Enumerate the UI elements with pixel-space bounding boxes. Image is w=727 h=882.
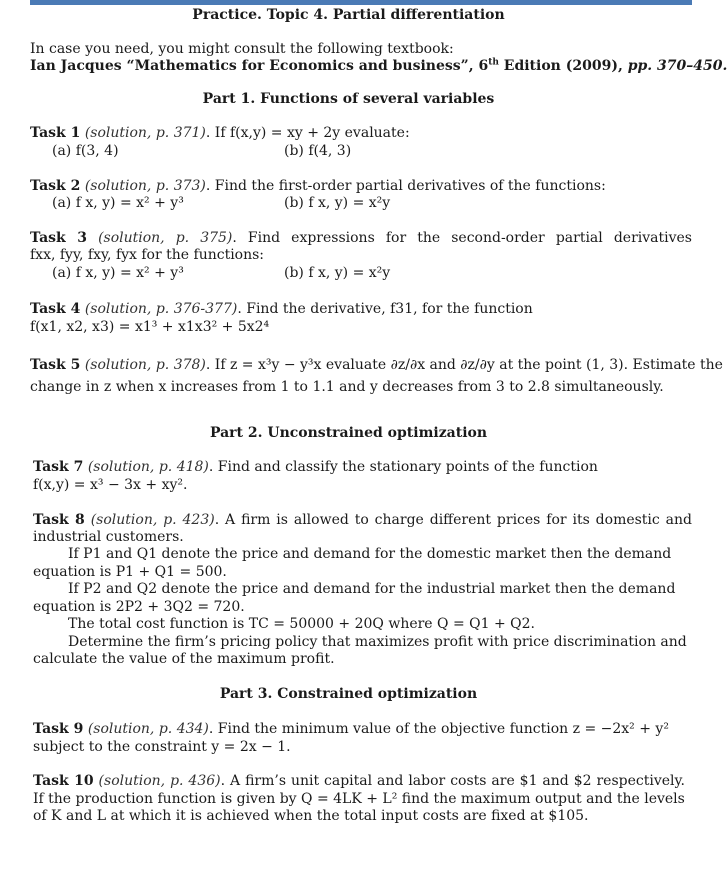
task-text: . Find the minimum value of the objective function z = −2x² + y² (208, 721, 669, 737)
task-ref: (solution, p. 376-377) (84, 301, 238, 317)
ref-main: Ian Jacques “Mathematics for Economics and business”, 6 (30, 58, 489, 74)
task-label: Task 10 (33, 773, 94, 789)
task-text: . Find the first-order partial derivatives of the functions: (205, 178, 606, 194)
task-ref: (solution, p. 378) (84, 357, 206, 373)
task-3-line2: fxx, fyy, fxy, fyx for the functions: (30, 247, 265, 263)
part-3-title: Part 3. Constrained optimization (219, 686, 478, 702)
task-label: Task 5 (30, 357, 81, 373)
intro-text (30, 40, 454, 58)
task-7-line2: f(x,y) = x³ − 3x + xy². (33, 477, 188, 493)
part-1-title: Part 1. Functions of several variables (202, 91, 495, 107)
ref-pages: pp. 370–450. (627, 58, 727, 74)
task-label: Task 4 (30, 301, 81, 317)
page-title: Practice. Topic 4. Partial differentiation (192, 7, 505, 23)
task-text: . A firm’s unit capital and labor costs are $1 and $2 respectively. (220, 773, 685, 789)
task-label: Task 2 (30, 178, 81, 194)
task-ref: (solution, p. 436) (98, 773, 221, 789)
task-1 (30, 124, 410, 142)
task-label: Task 3 (30, 230, 87, 246)
task-label: Task 1 (30, 125, 81, 141)
task-text: . If f(x,y) = xy + 2y evaluate: (205, 125, 410, 141)
task-2-b: (b) f x, y) = x²y (284, 195, 391, 211)
task-8-line9: calculate the value of the maximum profit. (33, 651, 335, 667)
task-label: Task 7 (33, 459, 84, 475)
task-label: Task 8 (33, 512, 85, 528)
task-3-b: (b) f x, y) = x²y (284, 265, 391, 281)
task-8-line5: If P2 and Q2 denote the price and demand for the industrial market then the demand (68, 581, 676, 597)
task-text: . Find and classify the stationary points of the function (208, 459, 598, 475)
task-8-line4: equation is P1 + Q1 = 500. (33, 564, 227, 580)
task-10-line2: If the production function is given by Q = 4LK + L² find the maximum output and the levels (33, 791, 685, 807)
ref-sup: th (488, 57, 499, 68)
task-2 (30, 177, 606, 195)
task-10-line3: of K and L at which it is achieved when the total input costs are fixed at $105. (33, 808, 589, 824)
task-8-line3: If P1 and Q1 denote the price and demand for the domestic market then the demand (68, 546, 672, 562)
task-ref: (solution, p. 375) (98, 230, 233, 246)
task-ref: (solution, p. 423) (90, 512, 215, 528)
task-8-line7: The total cost function is TC = 50000 + 20Q where Q = Q1 + Q2. (68, 616, 536, 632)
part-2-title: Part 2. Unconstrained optimization (209, 425, 488, 441)
task-9 (33, 720, 669, 738)
task-text: . A firm is allowed to charge different prices for its domestic and (214, 512, 692, 528)
task-2-a: (a) f x, y) = x² + y³ (52, 195, 184, 211)
task-text: . If z = x³y − y³x evaluate ∂z/∂x and ∂z/∂y at the point (1, 3). Estimate the (205, 357, 723, 373)
task-9-line2: subject to the constraint y = 2x − 1. (33, 739, 291, 755)
task-4 (30, 300, 533, 318)
task-text: . Find the derivative, f31, for the function (237, 301, 533, 317)
task-ref: (solution, p. 418) (87, 459, 209, 475)
task-10 (33, 772, 685, 790)
task-5 (30, 356, 723, 374)
task-text: . Find expressions for the second-order partial derivatives (232, 230, 692, 246)
task-7 (33, 458, 598, 476)
intro-line: In case you need, you might consult the following textbook: (30, 41, 454, 57)
textbook-reference (30, 57, 727, 75)
task-5-line2: change in z when x increases from 1 to 1.1 and y decreases from 3 to 2.8 simultaneously. (30, 379, 664, 395)
task-8-line2: industrial customers. (33, 529, 184, 545)
task-8-line8: Determine the firm’s pricing policy that maximizes profit with price discrimination and (68, 634, 687, 650)
ref-edition: Edition (2009), (498, 58, 628, 74)
task-ref: (solution, p. 373) (84, 178, 206, 194)
task-1-a: (a) f(3, 4) (52, 143, 119, 159)
task-label: Task 9 (33, 721, 84, 737)
task-ref: (solution, p. 434) (87, 721, 209, 737)
task-3-a: (a) f x, y) = x² + y³ (52, 265, 184, 281)
task-8 (33, 511, 692, 529)
task-8-line6: equation is 2P2 + 3Q2 = 720. (33, 599, 245, 615)
task-1-b: (b) f(4, 3) (284, 143, 352, 159)
task-ref: (solution, p. 371) (84, 125, 206, 141)
task-3 (30, 229, 692, 247)
task-4-formula: f(x1, x2, x3) = x1³ + x1x3² + 5x2⁴ (30, 319, 270, 335)
